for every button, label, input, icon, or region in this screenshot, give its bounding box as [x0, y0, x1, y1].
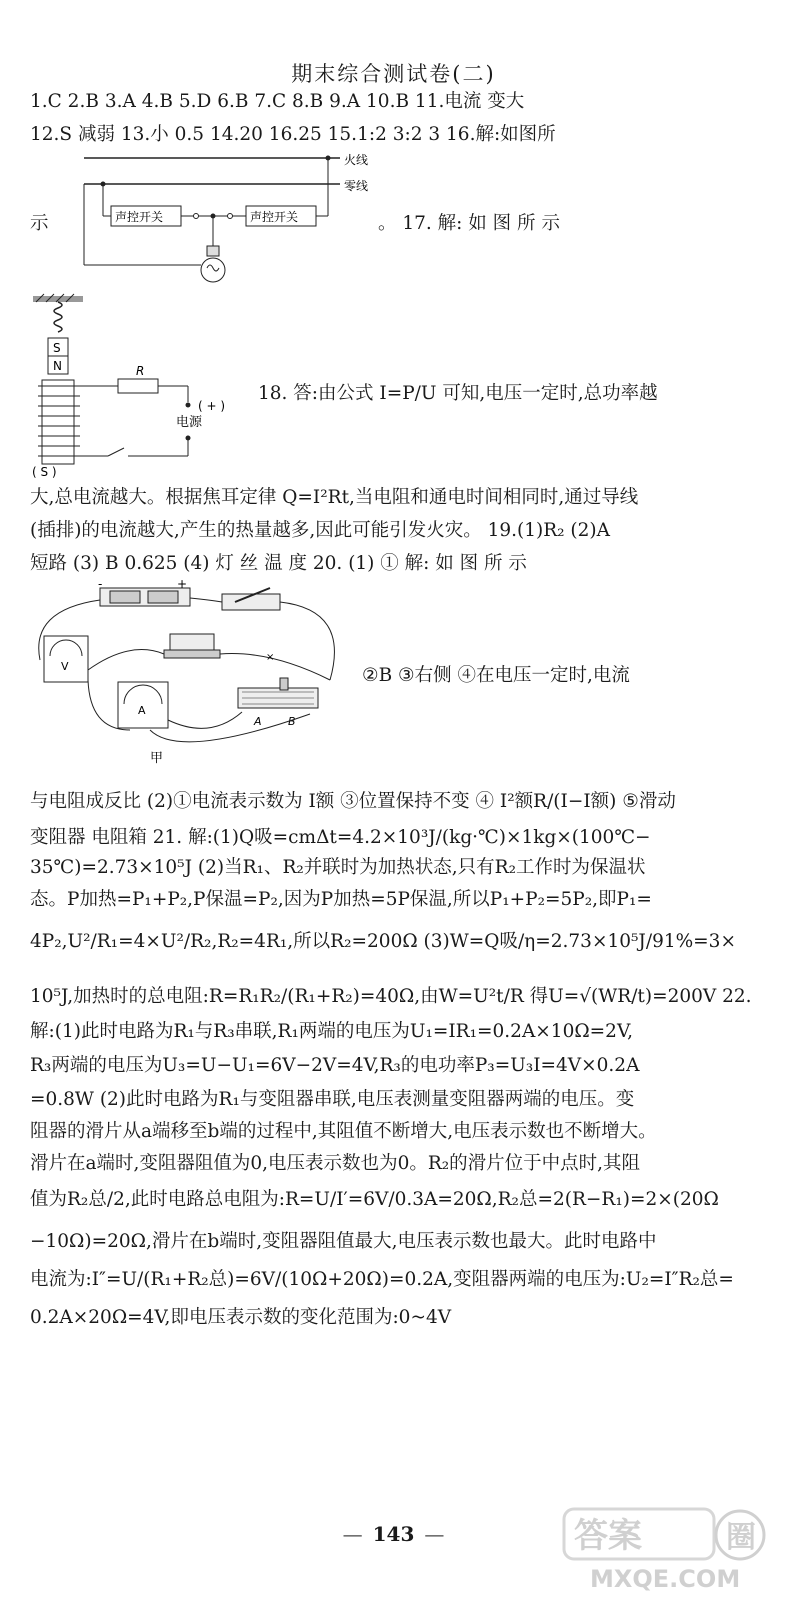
- text-line: 1.C 2.B 3.A 4.B 5.D 6.B 7.C 8.B 9.A 10.B 11.电流 变大: [30, 91, 525, 112]
- voltmeter-label: V: [61, 660, 69, 673]
- ammeter-label: A: [138, 704, 146, 717]
- text-line: (插排)的电流越大,产生的热量越多,因此可能引发火灾。 19.(1)R₂ (2)A: [30, 520, 610, 541]
- resistor-label: R: [136, 364, 145, 378]
- battery-plus-label: +: [177, 580, 188, 591]
- text-line: 0.2A×20Ω=4V,即电压表示数的变化范围为:0~4V: [30, 1307, 452, 1328]
- power-source-label: 电源: [176, 415, 203, 430]
- text-line: 滑片在a端时,变阻器阻值为0,电压表示数也为0。R₂的滑片位于中点时,其阻: [30, 1153, 641, 1174]
- text-line: =0.8W (2)此时电路为R₁与变阻器串联,电压表测量变阻器两端的电压。变: [30, 1089, 635, 1110]
- page-number: — 143 —: [342, 1522, 445, 1546]
- svg-text:MXQE.COM: MXQE.COM: [590, 1565, 741, 1593]
- neutral-wire-label: 零线: [344, 179, 368, 193]
- text-line: 短路 (3) B 0.625 (4) 灯 丝 温 度 20. (1) ① 解: 如 图 所 示: [30, 553, 527, 574]
- text-line: 35℃)=2.73×10⁵J (2)当R₁、R₂并联时为加热状态,只有R₂工作时为保温状: [30, 857, 646, 878]
- text-line: 值为R₂总/2,此时电路总电阻为:R=U/I′=6V/0.3A=20Ω,R₂总=2(R−R₁)=2×(20Ω: [30, 1189, 719, 1210]
- pole-label: ( S ): [32, 465, 57, 479]
- text-line: ②B ③右侧 ④在电压一定时,电流: [362, 665, 630, 686]
- page-title: 期末综合测试卷(二): [291, 62, 496, 86]
- power-sign-label: ( + ): [198, 399, 226, 413]
- figure-caption: 甲: [150, 751, 164, 766]
- electromagnet-figure-17: [28, 292, 248, 482]
- text-line: R₃两端的电压为U₃=U−U₁=6V−2V=4V,R₃的电功率P₃=U₃I=4V×0.2A: [30, 1055, 640, 1076]
- text-line: 。 17. 解: 如 图 所 示: [378, 213, 560, 234]
- text-line: 18. 答:由公式 I=P/U 可知,电压一定时,总功率越: [258, 383, 658, 404]
- text-line: 与电阻成反比 (2)①电流表示数为 I额 ③位置保持不变 ④ I²额R/(I−I额) ⑤滑动: [30, 791, 676, 812]
- text-line: 12.S 减弱 13.小 0.5 14.20 16.25 15.1:2 3:2 3 16.解:如图所: [30, 124, 556, 145]
- text-line: 电流为:I″=U/(R₁+R₂总)=6V/(10Ω+20Ω)=0.2A,变阻器两端的电压为:U₂=I″R₂总=: [30, 1269, 734, 1290]
- terminal-a-label: A: [254, 715, 262, 728]
- text-line: 变阻器 电阻箱 21. 解:(1)Q吸=cmΔt=4.2×10³J/(kg·℃)×1kg×(100℃−: [30, 827, 651, 848]
- text-line: 阻器的滑片从a端移至b端的过程中,其阻值不断增大,电压表示数也不断增大。: [30, 1121, 657, 1142]
- sound-switch-label: 声控开关: [250, 210, 299, 224]
- svg-text:圈: 圈: [726, 1520, 756, 1555]
- text-line: 4P₂,U²/R₁=4×U²/R₂,R₂=4R₁,所以R₂=200Ω (3)W=Q吸/η=2.73×10⁵J/91%=3×: [30, 931, 736, 952]
- magnet-s-label: S: [53, 341, 61, 355]
- magnet-n-label: N: [53, 359, 62, 373]
- text-line: 大,总电流越大。根据焦耳定律 Q=I²Rt,当电阻和通电时间相同时,通过导线: [30, 487, 639, 508]
- text-line: 解:(1)此时电路为R₁与R₃串联,R₁两端的电压为U₁=IR₁=0.2A×10Ω=2V,: [30, 1021, 633, 1042]
- svg-text:×: ×: [266, 652, 275, 663]
- experiment-figure-20: [30, 580, 350, 770]
- text-line: −10Ω)=20Ω,滑片在b端时,变阻器阻值最大,电压表示数也最大。此时电路中: [30, 1231, 657, 1252]
- text-line: 示: [30, 213, 49, 234]
- svg-text:答案: 答案: [574, 1516, 642, 1556]
- sound-switch-label: 声控开关: [115, 210, 164, 224]
- text-line: 态。P加热=P₁+P₂,P保温=P₂,因为P加热=5P保温,所以P₁+P₂=5P₂,即P₁=: [30, 889, 652, 910]
- live-wire-label: 火线: [344, 153, 368, 167]
- terminal-b-label: B: [288, 715, 296, 728]
- battery-minus-label: -: [98, 580, 103, 591]
- text-line: 10⁵J,加热时的总电阻:R=R₁R₂/(R₁+R₂)=40Ω,由W=U²t/R 得U=√(WR/t)=200V 22.: [30, 986, 752, 1007]
- watermark-logo: [560, 1505, 780, 1595]
